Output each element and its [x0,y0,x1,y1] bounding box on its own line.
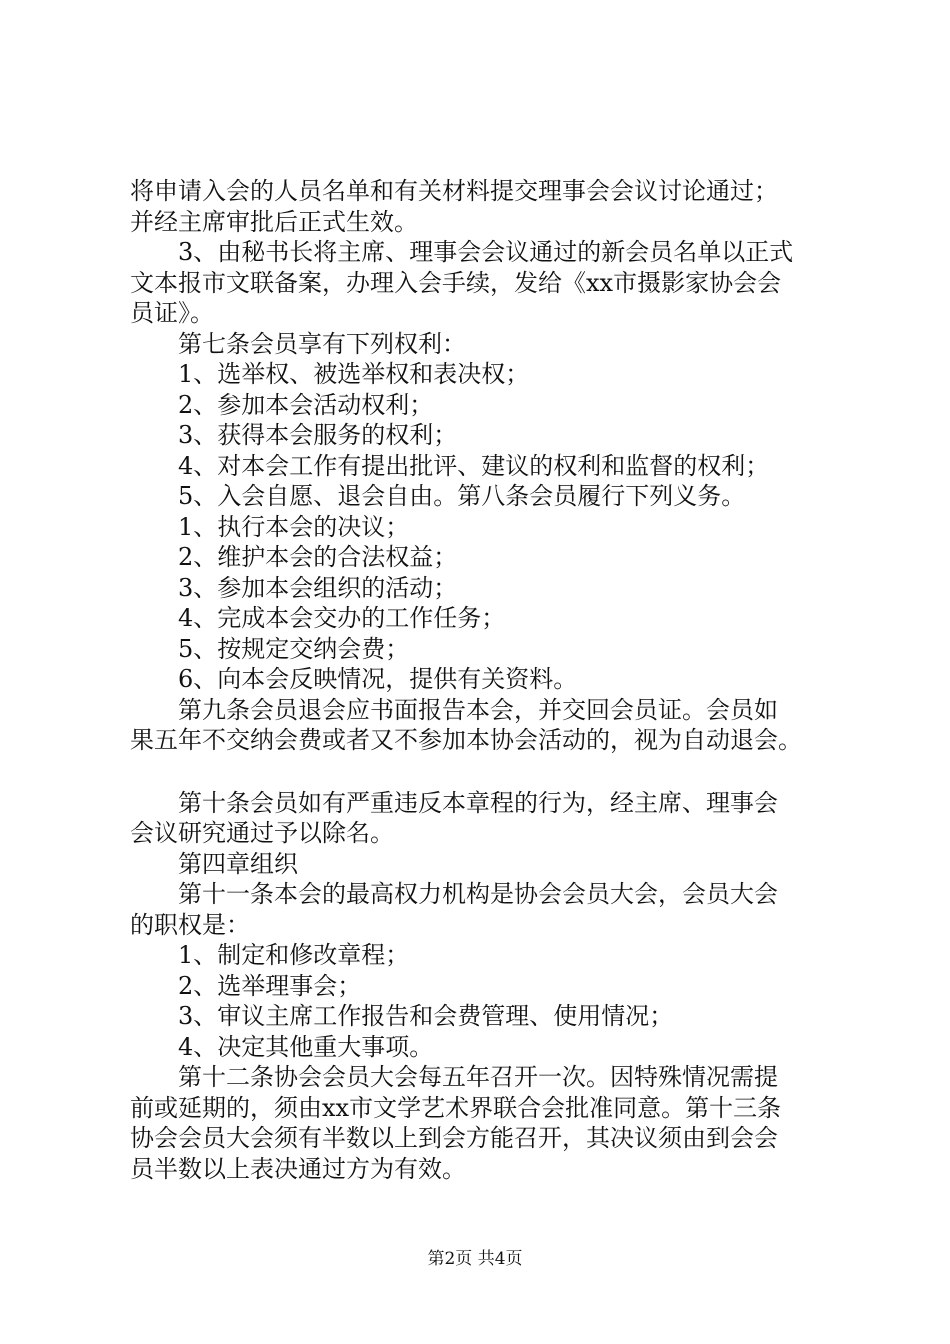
text-line: 3、获得本会服务的权利； [178,421,458,449]
text-line: 3、审议主席工作报告和会费管理、使用情况； [178,1002,674,1030]
text-line: 2、维护本会的合法权益； [178,543,458,571]
text-line: 果五年不交纳会费或者又不参加本协会活动的，视为自动退会。 [130,726,802,754]
text-line: 第十一条本会的最高权力机构是协会会员大会，会员大会 [178,880,778,908]
text-line: 的职权是： [130,910,250,939]
text-line: 5、入会自愿、退会自由。第八条会员履行下列义务。 [178,482,746,510]
text-line: 4、对本会工作有提出批评、建议的权利和监督的权利； [178,451,770,480]
text-line: 协会会员大会须有半数以上到会方能召开，其决议须由到会会 [130,1124,778,1152]
text-line: 1、制定和修改章程； [178,941,410,969]
text-line: 前或延期的，须由xx市文学艺术界联合会批准同意。第十三条 [130,1093,782,1122]
text-line: 第十条会员如有严重违反本章程的行为，经主席、理事会 [178,788,778,817]
text-line: 5、按规定交纳会费； [178,634,410,663]
text-line: 将申请入会的人员名单和有关材料提交理事会会议讨论通过； [130,177,778,205]
text-line: 3、由秘书长将主席、理事会会议通过的新会员名单以正式 [178,238,794,266]
document-body [130,176,846,1184]
page-number-footer: 第2页 共4页 [427,1249,523,1269]
text-line: 4、完成本会交办的工作任务； [178,604,506,632]
chapter-heading: 第四章组织 [178,849,298,878]
text-line: 3、参加本会组织的活动； [178,573,458,602]
text-line: 并经主席审批后正式生效。 [130,207,418,236]
text-line: 第九条会员退会应书面报告本会，并交回会员证。会员如 [178,695,778,724]
text-line: 4、决定其他重大事项。 [178,1032,434,1061]
text-line: 6、向本会反映情况，提供有关资料。 [178,665,578,693]
text-line: 1、选举权、被选举权和表决权； [178,360,530,388]
text-line: 员证》。 [130,299,214,327]
text-line: 文本报市文联备案，办理入会手续，发给《xx市摄影家协会会 [130,268,782,297]
text-line: 员半数以上表决通过方为有效。 [130,1154,466,1183]
text-line: 会议研究通过予以除名。 [130,819,394,847]
paragraph-gap [130,756,846,788]
text-line: 2、参加本会活动权利； [178,390,434,419]
text-line: 第十二条协会会员大会每五年召开一次。因特殊情况需提 [178,1063,778,1091]
text-line: 第七条会员享有下列权利： [178,329,466,358]
text-line: 2、选举理事会； [178,971,362,1000]
text-line: 1、执行本会的决议； [178,512,410,541]
